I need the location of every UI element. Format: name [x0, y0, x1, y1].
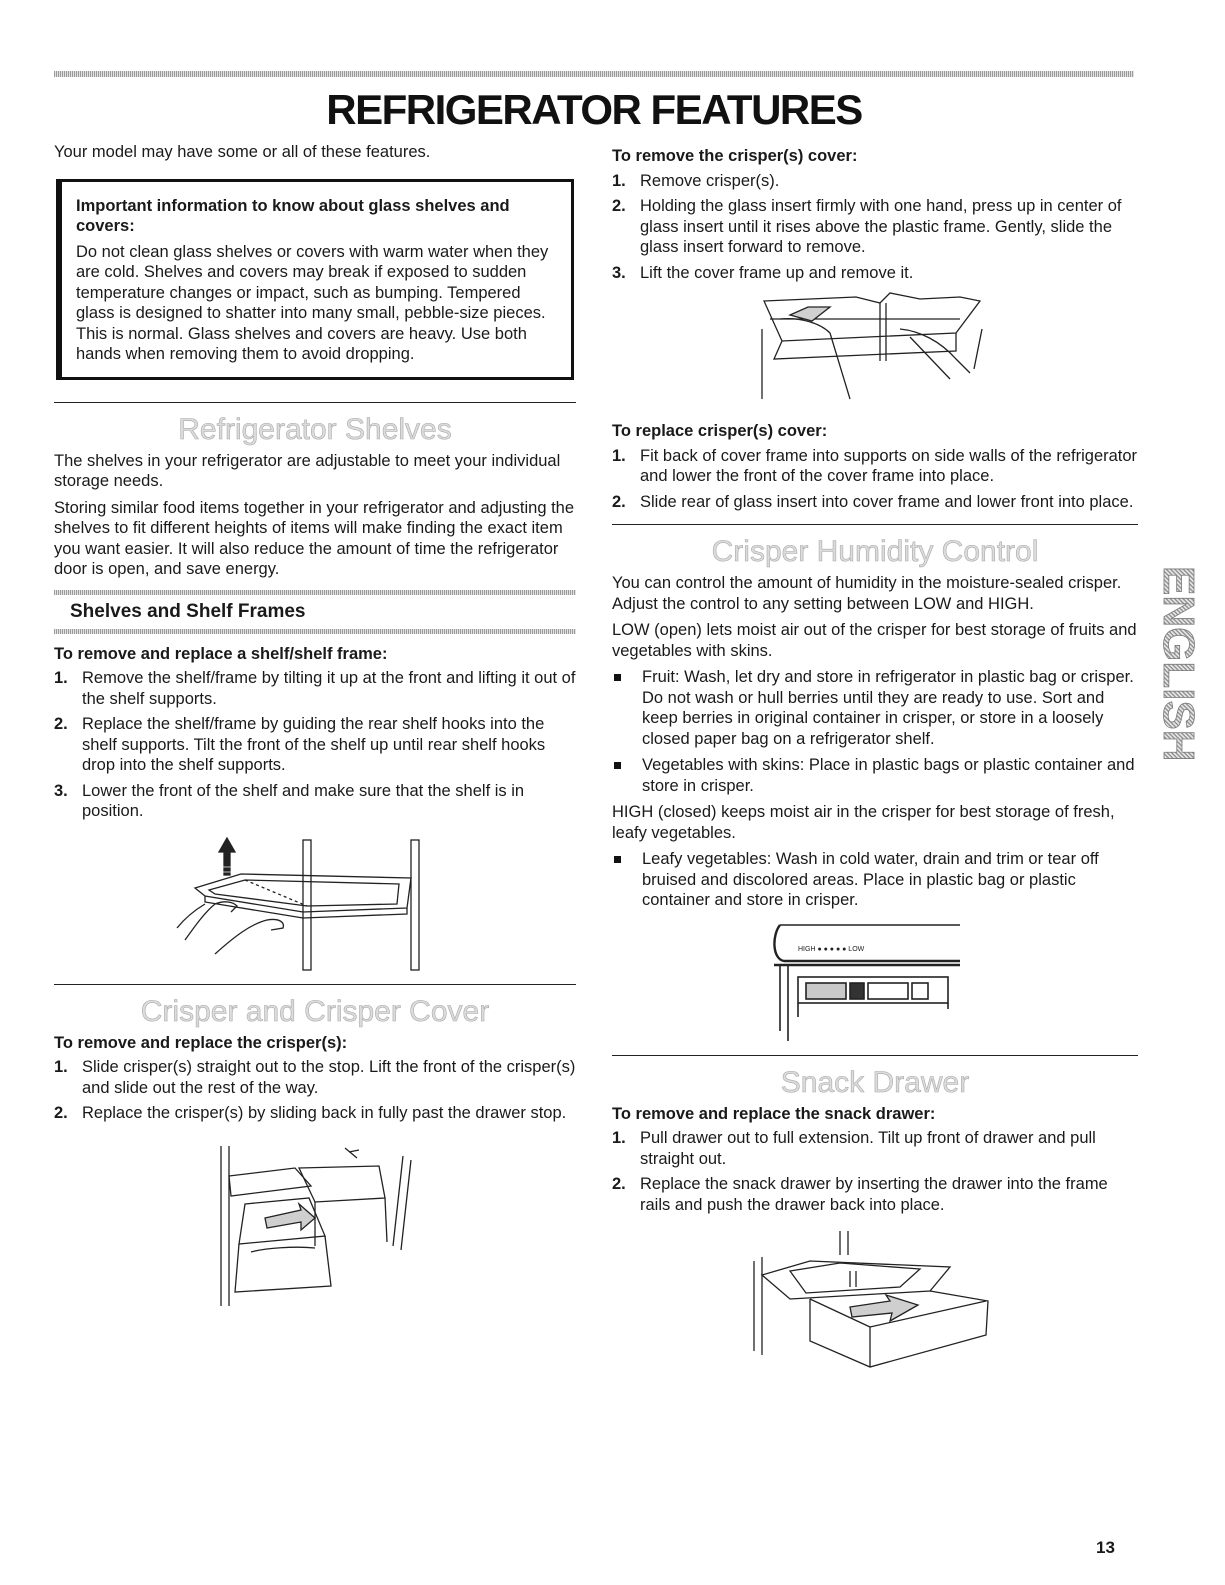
step-number: 1. — [54, 669, 68, 687]
step-text: Fit back of cover frame into supports on side walls of the refrigerator and lower the front of the cover frame into place. — [640, 446, 1138, 485]
step-number: 2. — [612, 197, 626, 215]
side-tab-label: ENGLISH — [1154, 566, 1203, 762]
subsection-rule — [54, 629, 576, 634]
step-text: Slide crisper(s) straight out to the stop. Lift the front of the crisper(s) and slide out the rest of the way. — [82, 1058, 576, 1097]
language-side-tab — [1154, 566, 1203, 762]
step-text: Replace the shelf/frame by guiding the rear shelf hooks into the shelf supports. Tilt the front of the shelf up until rear shelf hooks drop into the shelf supports. — [82, 715, 546, 774]
list-item — [612, 171, 1138, 192]
list-item — [612, 196, 1138, 258]
remove-cover-heading: To remove the crisper(s) cover: — [612, 147, 858, 165]
bullet-square-icon — [614, 856, 621, 863]
list-item — [612, 1174, 1138, 1215]
crisper-steps-heading: To remove and replace the crisper(s): — [54, 1033, 348, 1052]
humidity-control-label: HIGH ● ● ● ● ● LOW — [798, 945, 865, 953]
step-number: 2. — [612, 1175, 626, 1193]
list-item — [54, 781, 576, 822]
shelf-removal-illustration — [175, 830, 455, 970]
list-item — [612, 849, 1138, 911]
list-item — [54, 1103, 576, 1124]
list-item — [612, 263, 1138, 284]
bullet-text: Leafy vegetables: Wash in cold water, drain and trim or tear off bruised and discolored areas. Place in plastic bag or plastic container and store in crisper. — [642, 850, 1099, 909]
bullet-square-icon — [614, 674, 621, 681]
top-decorative-rule — [54, 71, 1134, 77]
shelves-paragraph: The shelves in your refrigerator are adjustable to meet your individual storage needs. — [54, 451, 561, 490]
step-text: Remove crisper(s). — [640, 171, 780, 190]
humidity-control-illustration — [770, 921, 970, 1041]
humidity-paragraph: HIGH (closed) keeps moist air in the crisper for best storage of fresh, leafy vegetables. — [612, 803, 1115, 842]
section-divider — [54, 984, 576, 985]
remove-cover-steps — [612, 171, 1138, 284]
section-title-shelves: Refrigerator Shelves — [178, 412, 452, 446]
list-item — [612, 755, 1138, 796]
crisper-cover-illustration — [760, 289, 990, 409]
humidity-paragraph: You can control the amount of humidity in the moisture-sealed crisper. Adjust the control to any setting between LOW and HIGH. — [612, 574, 1122, 613]
step-number: 2. — [612, 492, 626, 511]
replace-cover-steps — [612, 446, 1138, 513]
step-number: 1. — [612, 1129, 626, 1147]
page-title: REFRIGERATOR FEATURES — [326, 86, 862, 133]
callout-body: Do not clean glass shelves or covers with warm water when they are cold. Shelves and covers may break if exposed to sudden temperature changes or impact, such as bumping. Tempered glass is designed to shatter into many small, pebble-size pieces. This is normal. Glass shelves and covers are heavy. Use both hands when removing them to avoid dropping. — [76, 242, 549, 363]
step-text: Replace the crisper(s) by sliding back in fully past the drawer stop. — [82, 1104, 567, 1122]
right-column — [612, 142, 1138, 1389]
step-number: 1. — [612, 171, 626, 190]
step-text: Holding the glass insert firmly with one hand, press up in center of glass insert until it rises above the plastic frame. Gently, slide the glass insert forward to remove. — [640, 197, 1122, 256]
step-number: 2. — [54, 715, 68, 733]
step-text: Slide rear of glass insert into cover frame and lower front into place. — [640, 492, 1134, 511]
high-setting-bullets — [612, 849, 1138, 911]
bullet-text: Fruit: Wash, let dry and store in refrigerator in plastic bag or crisper. Do not wash or hull berries until they are ready to use. Sort and keep berries in original container in crisper, or store in a loosely closed paper bag on a refrigerator shelf. — [642, 668, 1134, 748]
section-divider — [612, 524, 1138, 525]
bullet-text: Vegetables with skins: Place in plastic bags or plastic container and store in crisper. — [642, 756, 1135, 795]
bullet-square-icon — [614, 762, 621, 769]
step-number: 1. — [54, 1058, 68, 1076]
shelf-steps-heading: To remove and replace a shelf/shelf frame: — [54, 644, 388, 663]
list-item — [54, 668, 576, 709]
list-item — [612, 446, 1138, 487]
shelf-steps-list — [54, 668, 576, 822]
section-divider — [612, 1055, 1138, 1056]
crisper-steps-list — [54, 1057, 576, 1124]
glass-warning-callout — [56, 179, 574, 380]
snack-steps-heading: To remove and replace the snack drawer: — [612, 1104, 936, 1123]
replace-cover-heading: To replace crisper(s) cover: — [612, 422, 828, 440]
left-column — [54, 142, 576, 1314]
snack-steps-list — [612, 1128, 1138, 1215]
shelves-paragraph: Storing similar food items together in your refrigerator and adjusting the shelves to fit different heights of items will make finding the exact item you want easier. It will also reduce the amount of time the refrigerator door is open, and save energy. — [54, 498, 575, 578]
step-number: 3. — [612, 263, 626, 282]
page-number: 13 — [1096, 1538, 1115, 1557]
snack-drawer-illustration — [750, 1231, 1000, 1381]
step-text: Replace the snack drawer by inserting the drawer into the frame rails and push the drawer back into place. — [640, 1175, 1108, 1214]
list-item — [54, 1057, 576, 1098]
step-number: 1. — [612, 446, 626, 465]
step-text: Pull drawer out to full extension. Tilt up front of drawer and pull straight out. — [640, 1129, 1096, 1168]
step-number: 2. — [54, 1104, 68, 1122]
list-item — [612, 667, 1138, 749]
intro-text: Your model may have some or all of these features. — [54, 143, 431, 161]
callout-heading: Important information to know about glass shelves and covers: — [76, 196, 510, 235]
crisper-removal-illustration — [215, 1146, 415, 1306]
low-setting-bullets — [612, 667, 1138, 796]
humidity-paragraph: LOW (open) lets moist air out of the crisper for best storage of fruits and vegetables with skins. — [612, 621, 1137, 660]
step-text: Remove the shelf/frame by tilting it up at the front and lifting it out of the shelf supports. — [82, 669, 576, 708]
list-item — [612, 1128, 1138, 1169]
list-item — [612, 492, 1138, 513]
subsection-title-shelf-frames: Shelves and Shelf Frames — [70, 600, 306, 622]
section-title-snack-drawer: Snack Drawer — [780, 1065, 970, 1099]
step-text: Lower the front of the shelf and make sure that the shelf is in position. — [82, 781, 525, 820]
step-text: Lift the cover frame up and remove it. — [640, 263, 914, 282]
step-number: 3. — [54, 781, 68, 800]
section-title-humidity: Crisper Humidity Control — [711, 535, 1039, 568]
section-title-crisper: Crisper and Crisper Cover — [140, 994, 490, 1028]
section-divider — [54, 402, 576, 403]
list-item — [54, 714, 576, 776]
